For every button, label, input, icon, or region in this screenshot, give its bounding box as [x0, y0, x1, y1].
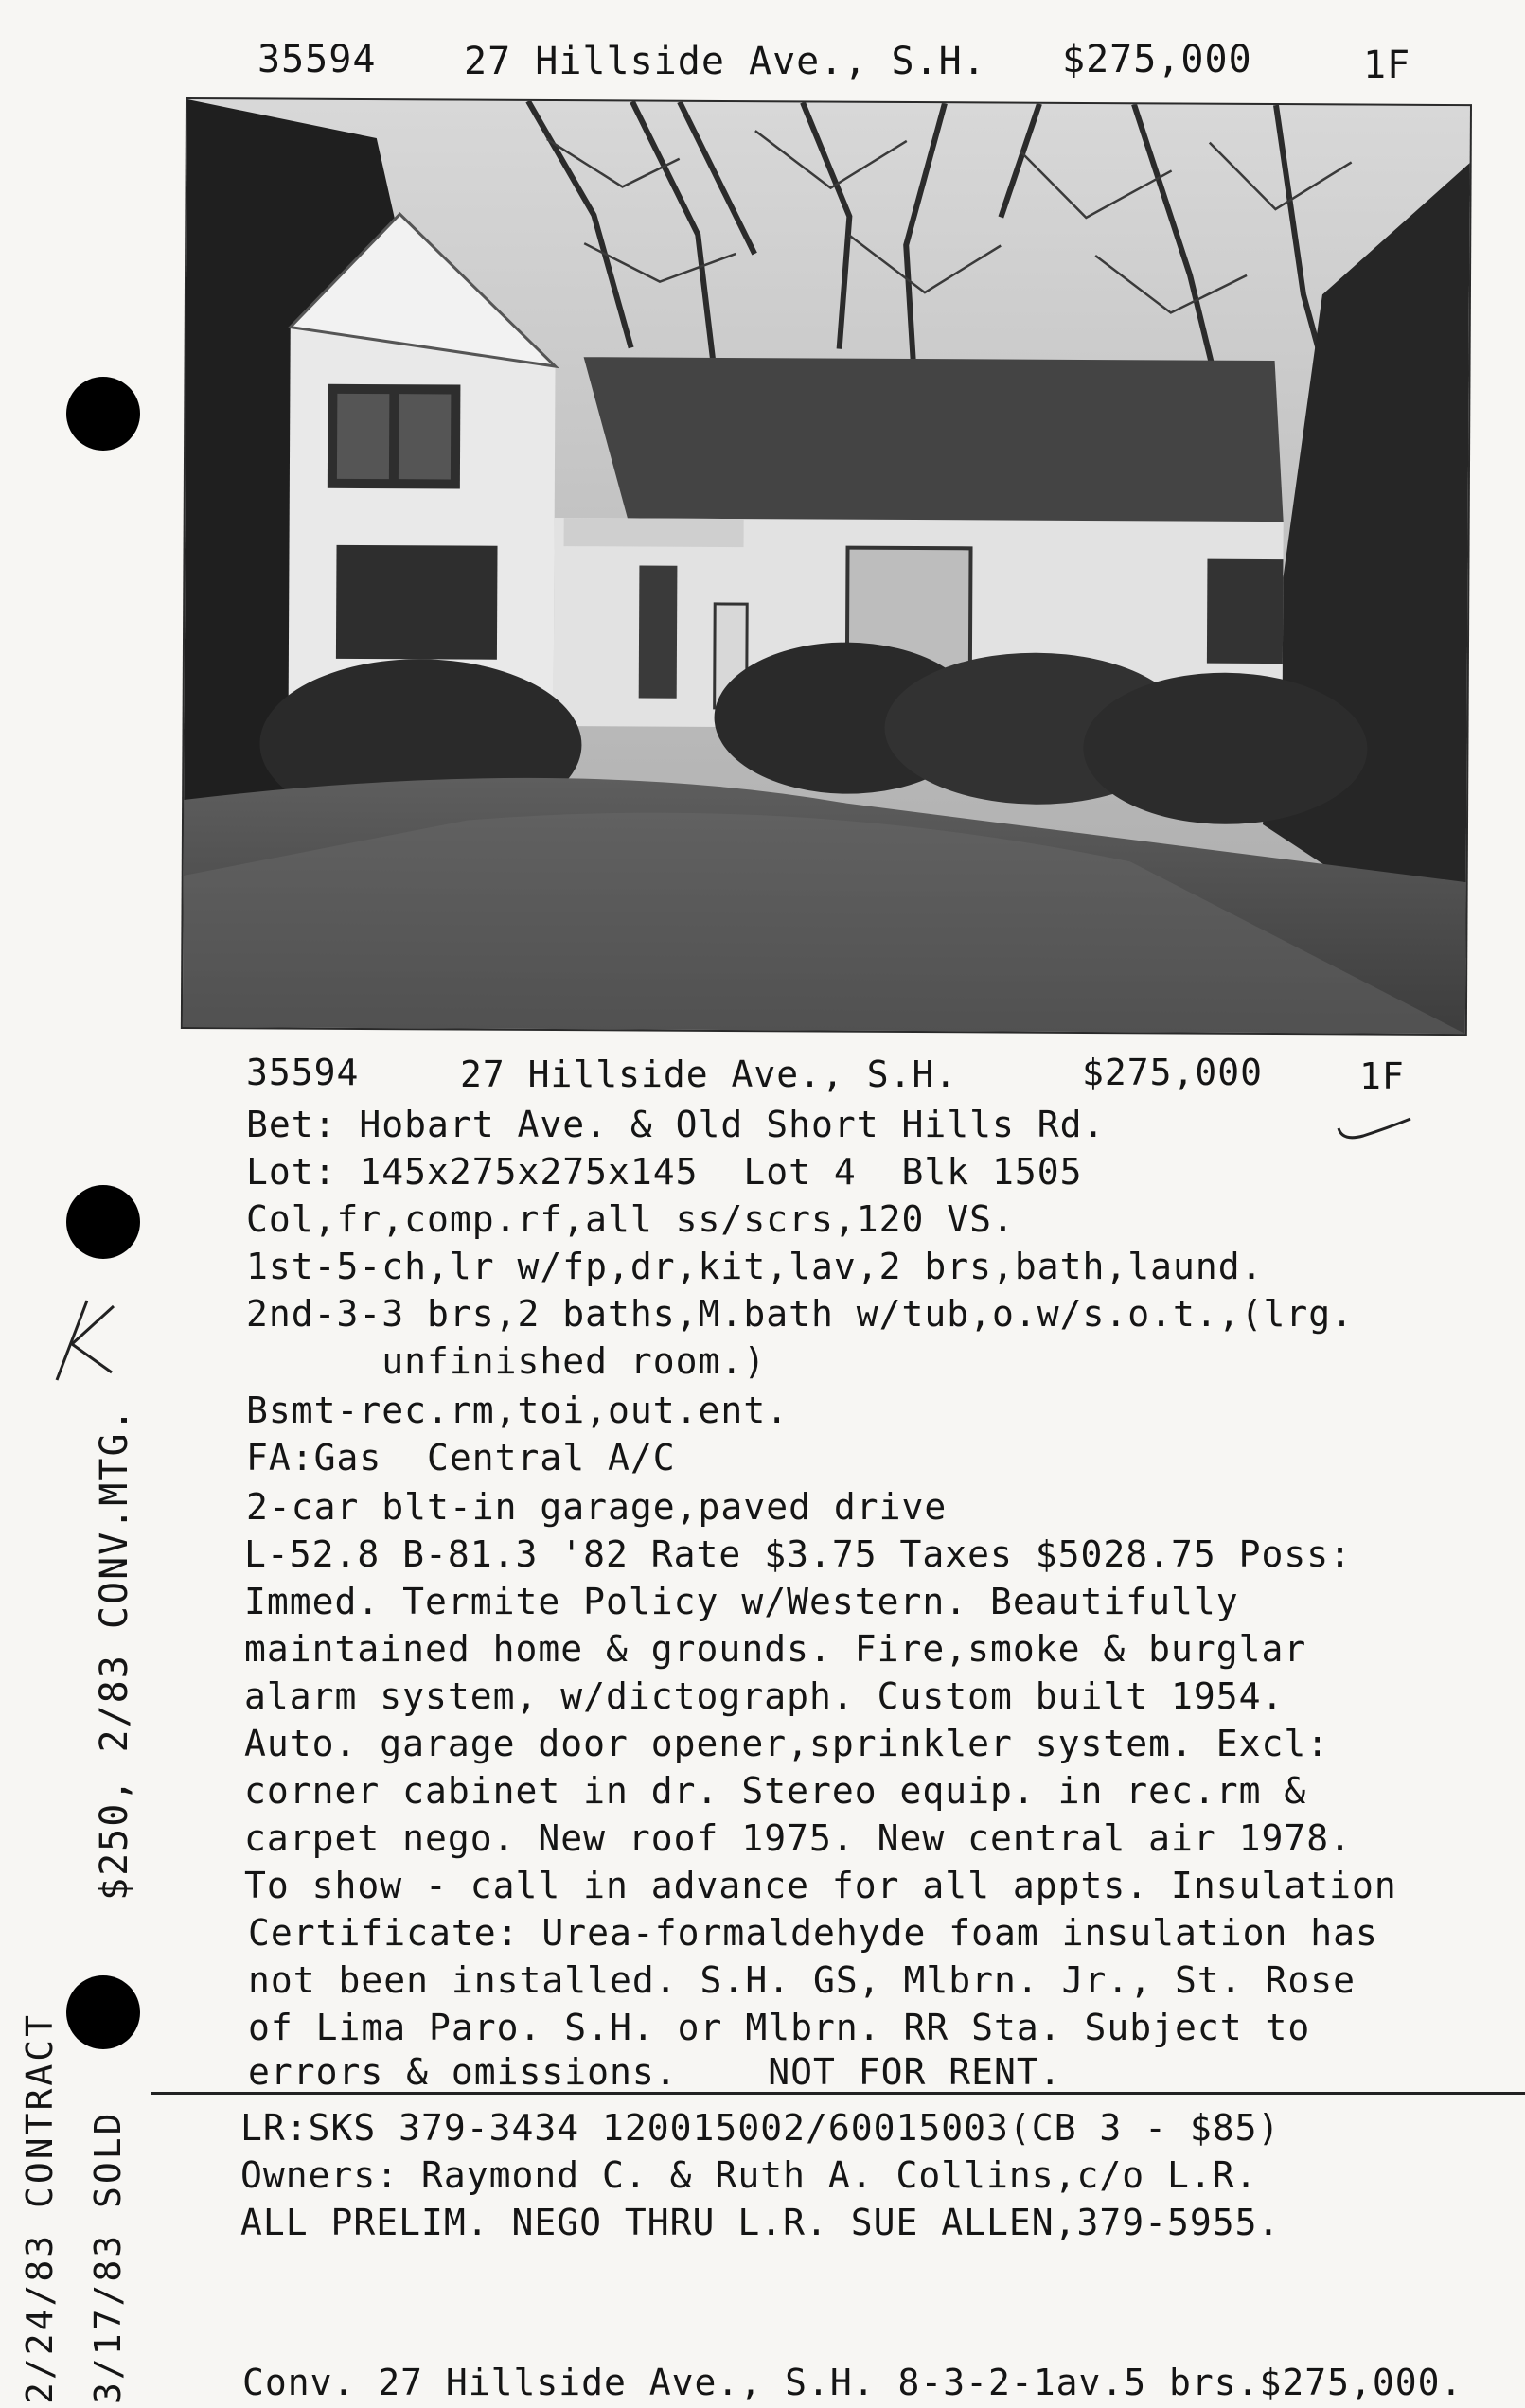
- listing-number: 35594: [257, 38, 377, 81]
- listing-line: Immed. Termite Policy w/Western. Beautifully: [244, 1581, 1239, 1622]
- listing-line: Col,fr,comp.rf,all ss/scrs,120 VS.: [246, 1198, 1015, 1240]
- listing-line: Lot: 145x275x275x145 Lot 4 Blk 1505: [246, 1151, 1083, 1193]
- sold-stamp: 3/17/83 SOLD: [87, 2110, 129, 2404]
- address: 27 Hillside Ave., S.H.: [464, 40, 986, 83]
- agent-line: LR:SKS 379-3434 120015002/60015003(CB 3 - $85): [240, 2107, 1281, 2149]
- listing-line: unfinished room.): [246, 1340, 767, 1382]
- listing-line: Bsmt-rec.rm,toi,out.ent.: [246, 1390, 789, 1431]
- contract-stamp: 2/24/83 CONTRACT: [19, 2011, 61, 2404]
- section-divider: [151, 2092, 1525, 2095]
- punch-hole: [66, 1975, 140, 2049]
- house-photo: [183, 99, 1470, 1034]
- punch-hole: [66, 377, 140, 451]
- punch-hole: [66, 1185, 140, 1259]
- price: $275,000: [1082, 1052, 1264, 1093]
- listing-line: of Lima Paro. S.H. or Mlbrn. RR Sta. Subject to: [248, 2007, 1311, 2048]
- listing-line: FA:Gas Central A/C: [246, 1437, 676, 1478]
- property-type: 1F: [1363, 44, 1411, 87]
- check-mark-icon: [1335, 1115, 1414, 1143]
- listing-line: carpet nego. New roof 1975. New central air 1978.: [244, 1817, 1353, 1859]
- listing-line: 1st-5-ch,lr w/fp,dr,kit,lav,2 brs,bath,laund.: [246, 1246, 1264, 1287]
- footer-line: Conv. 27 Hillside Ave., S.H. 8-3-2-1av.5 brs.$275,000.: [242, 2362, 1463, 2403]
- listing-number: 35594: [246, 1052, 360, 1093]
- listing-line: 2nd-3-3 brs,2 baths,M.bath w/tub,o.w/s.o.t.,(lrg.: [246, 1293, 1355, 1335]
- house-illustration: [183, 99, 1470, 1034]
- listing-line: Auto. garage door opener,sprinkler system. Excl:: [244, 1723, 1330, 1764]
- agent-line: Owners: Raymond C. & Ruth A. Collins,c/o L.R.: [240, 2154, 1258, 2196]
- handwritten-initial: [47, 1297, 118, 1382]
- listing-line: errors & omissions. NOT FOR RENT.: [248, 2051, 1062, 2093]
- listing-line: Bet: Hobart Ave. & Old Short Hills Rd.: [246, 1104, 1106, 1145]
- price: $275,000: [1062, 38, 1252, 81]
- listing-line: 2-car blt-in garage,paved drive: [246, 1486, 948, 1528]
- listing-line: corner cabinet in dr. Stereo equip. in rec.rm &: [244, 1770, 1307, 1812]
- listing-line: maintained home & grounds. Fire,smoke & burglar: [244, 1628, 1307, 1670]
- agent-line: ALL PRELIM. NEGO THRU L.R. SUE ALLEN,379-5955.: [240, 2202, 1281, 2243]
- property-type: 1F: [1359, 1055, 1405, 1097]
- listing-line: Certificate: Urea-formaldehyde foam insulation has: [248, 1912, 1378, 1954]
- listing-line: L-52.8 B-81.3 '82 Rate $3.75 Taxes $5028.75 Poss:: [244, 1533, 1353, 1575]
- listing-line: To show - call in advance for all appts. Insulation: [244, 1865, 1397, 1906]
- financing-note: $250, 2/83 CONV.MTG.: [93, 1407, 136, 1901]
- handwritten-k-icon: [47, 1297, 118, 1382]
- listing-line: not been installed. S.H. GS, Mlbrn. Jr., St. Rose: [248, 1959, 1357, 2001]
- listing-line: alarm system, w/dictograph. Custom built 1954.: [244, 1675, 1285, 1717]
- address: 27 Hillside Ave., S.H.: [460, 1054, 958, 1095]
